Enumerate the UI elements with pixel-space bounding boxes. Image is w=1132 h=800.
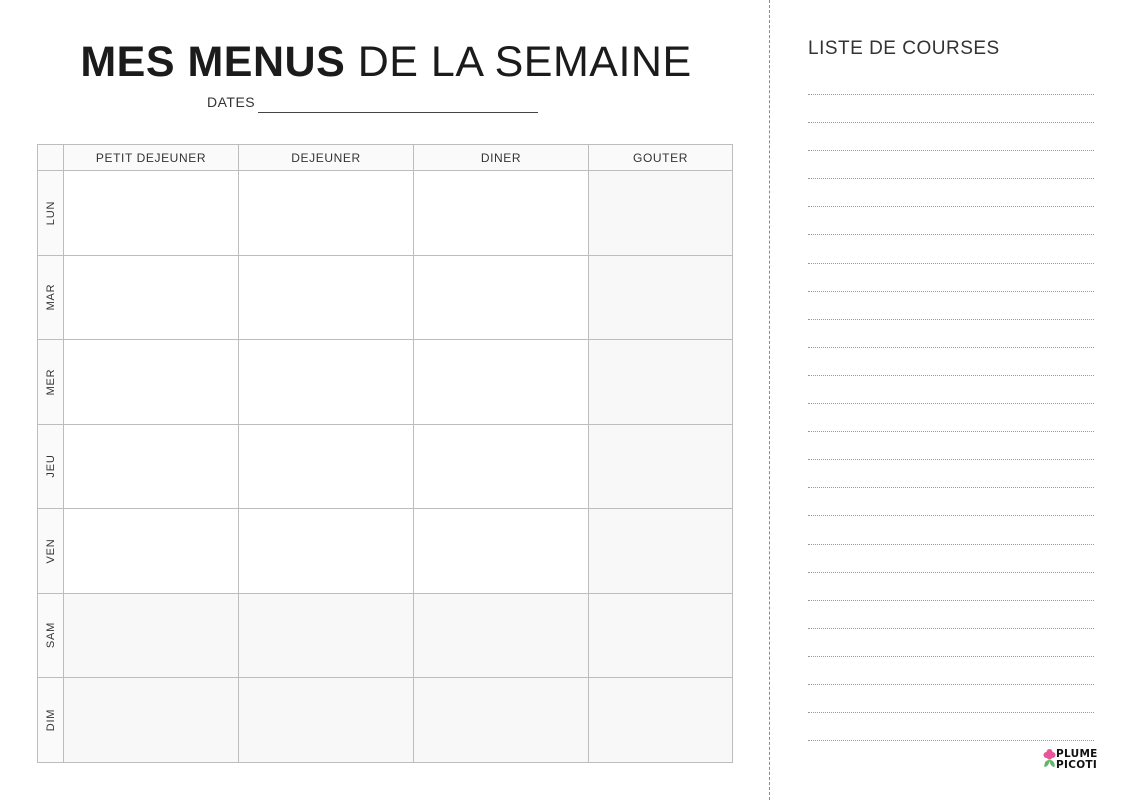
meal-cell[interactable] — [64, 509, 239, 594]
day-row-mer — [38, 340, 733, 425]
shopping-list-line[interactable] — [808, 712, 1094, 740]
day-cell-lun — [38, 171, 64, 256]
day-row-jeu — [38, 424, 733, 509]
meal-cell[interactable] — [64, 424, 239, 509]
page-title-light: DE LA SEMAINE — [357, 38, 692, 86]
shopping-list-line[interactable] — [808, 628, 1094, 656]
shopping-list-line[interactable] — [808, 572, 1094, 600]
day-row-dim — [38, 678, 733, 763]
meal-cell[interactable] — [414, 509, 589, 594]
shopping-list-line[interactable] — [808, 178, 1094, 206]
shopping-list-title: LISTE DE COURSES — [808, 38, 1000, 59]
shopping-list-line[interactable] — [808, 319, 1094, 347]
corner-cell — [38, 145, 64, 171]
meal-cell[interactable] — [64, 171, 239, 256]
day-row-mar — [38, 255, 733, 340]
meal-cell[interactable] — [64, 593, 239, 678]
logo-text-line1: PLUME — [1056, 748, 1098, 760]
meal-cell[interactable] — [239, 340, 414, 425]
day-label: JEU — [44, 454, 57, 478]
page-title-bold: MES MENUS — [80, 38, 346, 86]
day-row-sam — [38, 593, 733, 678]
shopping-list-line[interactable] — [808, 515, 1094, 543]
flower-icon — [1043, 748, 1056, 774]
day-label: LUN — [44, 200, 57, 225]
day-cell-ven — [38, 509, 64, 594]
shopping-list-line[interactable] — [808, 94, 1094, 122]
shopping-list-line[interactable] — [808, 347, 1094, 375]
day-row-ven — [38, 509, 733, 594]
day-label: VEN — [44, 538, 57, 564]
logo-text-line2: PICOTI — [1056, 759, 1098, 771]
column-header-dejeuner: DEJEUNER — [239, 145, 414, 171]
shopping-list-line[interactable] — [808, 122, 1094, 150]
shopping-list-line[interactable] — [808, 459, 1094, 487]
meal-cell[interactable] — [414, 340, 589, 425]
column-header-gouter: GOUTER — [589, 145, 733, 171]
shopping-list-line[interactable] — [808, 487, 1094, 515]
cut-line-divider — [769, 0, 770, 800]
meal-cell[interactable] — [589, 424, 733, 509]
meal-cell[interactable] — [414, 171, 589, 256]
meal-cell[interactable] — [589, 678, 733, 763]
shopping-list-line[interactable] — [808, 684, 1094, 712]
day-cell-jeu — [38, 424, 64, 509]
shopping-list-line[interactable] — [808, 656, 1094, 684]
day-cell-mer — [38, 340, 64, 425]
shopping-list-line[interactable] — [808, 206, 1094, 234]
day-row-lun — [38, 171, 733, 256]
shopping-list-line[interactable] — [808, 263, 1094, 291]
meal-cell[interactable] — [589, 171, 733, 256]
shopping-list-line[interactable] — [808, 150, 1094, 178]
meal-cell[interactable] — [239, 678, 414, 763]
column-header-petit-dejeuner: PETIT DEJEUNER — [64, 145, 239, 171]
day-label: MER — [44, 368, 57, 396]
meal-cell[interactable] — [414, 424, 589, 509]
day-label: SAM — [44, 622, 57, 649]
meal-cell[interactable] — [64, 340, 239, 425]
day-cell-sam — [38, 593, 64, 678]
dates-label: DATES — [207, 94, 256, 110]
shopping-list-lines — [808, 94, 1094, 768]
meal-cell[interactable] — [414, 593, 589, 678]
shopping-list-line[interactable] — [808, 403, 1094, 431]
meal-cell[interactable] — [589, 593, 733, 678]
meal-cell[interactable] — [589, 509, 733, 594]
menu-header-row — [38, 145, 733, 171]
page-title — [0, 36, 772, 88]
meal-cell[interactable] — [589, 255, 733, 340]
shopping-list-line[interactable] — [808, 600, 1094, 628]
meal-cell[interactable] — [239, 424, 414, 509]
shopping-list-line[interactable] — [808, 291, 1094, 319]
meal-cell[interactable] — [414, 678, 589, 763]
shopping-list-line[interactable] — [808, 544, 1094, 572]
shopping-list-line[interactable] — [808, 234, 1094, 262]
day-label: MAR — [44, 283, 57, 311]
meal-cell[interactable] — [414, 255, 589, 340]
dates-field[interactable] — [258, 112, 538, 113]
day-cell-mar — [38, 255, 64, 340]
meal-cell[interactable] — [239, 593, 414, 678]
menu-table — [37, 144, 733, 763]
column-header-diner: DINER — [414, 145, 589, 171]
meal-cell[interactable] — [239, 171, 414, 256]
meal-cell[interactable] — [239, 255, 414, 340]
meal-cell[interactable] — [64, 678, 239, 763]
meal-cell[interactable] — [589, 340, 733, 425]
brand-logo — [1043, 746, 1105, 776]
day-cell-dim — [38, 678, 64, 763]
meal-cell[interactable] — [239, 509, 414, 594]
shopping-list-line[interactable] — [808, 375, 1094, 403]
shopping-list-line[interactable] — [808, 431, 1094, 459]
day-label: DIM — [44, 708, 57, 732]
meal-cell[interactable] — [64, 255, 239, 340]
